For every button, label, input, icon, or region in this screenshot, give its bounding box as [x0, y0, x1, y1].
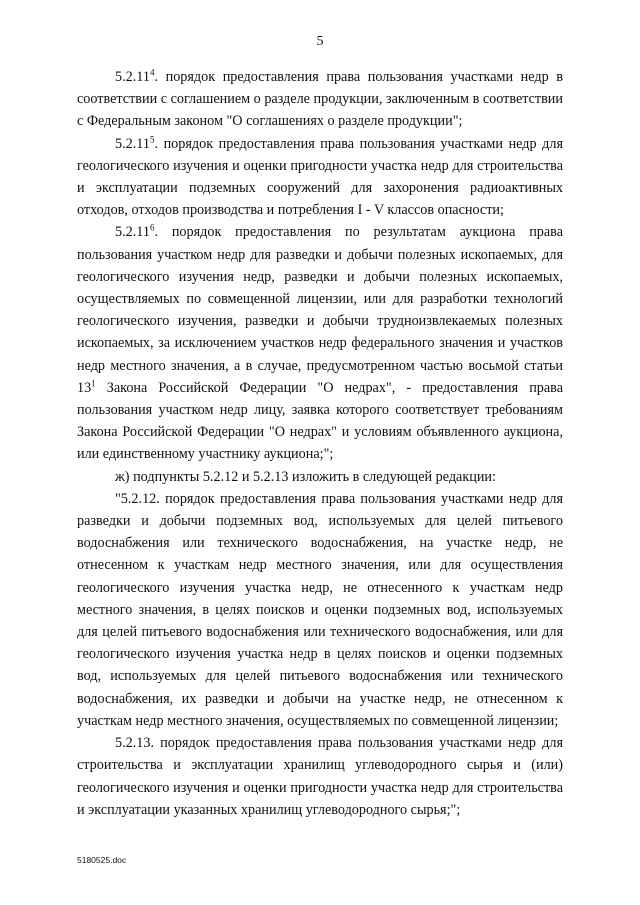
clause-separator: . [154, 224, 172, 241]
clause-superscript: 6 [149, 222, 155, 233]
paragraph-5-2-12: "5.2.12. порядок предоставления права пользования участками недр для разведки и добычи подземных вод, используемых для целей питьевого водоснабжения или технического водоснабжения, на участке недр, не отнесенном к участкам недр местного значения, или для осуществления геологического изучения участка недр, не отнесенного к участкам недр местного значения, в целях поисков и оценки подземных вод, используемых для целей питьевого водоснабжения или технического водоснабжения, или для геологического изучения участка недр в целях поисков и оценки подземных вод, используемых для целей питьевого водоснабжения или технического водоснабжения, их разведки и добычи на участке недр, не отнесенном к участкам недр местного значения, осуществляемых по совмещенной лицензии; [77, 490, 563, 729]
article-superscript: 1 [91, 378, 96, 389]
page-number: 5 [316, 34, 324, 49]
clause-separator: . [154, 135, 164, 152]
paragraph-5-2-13: 5.2.13. порядок предоставления права пользования участками недр для строительства и эксплуатации хранилищ углеводородного сырья и (или) геологического изучения и оценки пригодности участка недр для строительства и эксплуатации указанных хранилищ углеводородного сырья;"; [77, 735, 563, 818]
clause-number: 5.2.11 [115, 69, 150, 85]
clause-text: порядок предоставления права пользования участками недр в соответствии с соглашением о разделе продукции, заключенным в соответствии с Федеральным законом "О соглашениях о разделе продукции"; [77, 69, 563, 130]
clause-text-before: порядок предоставления по результатам аукциона права пользования участком недр для разведки и добычи полезных ископаемых, для геологического изучения недр, разведки и добычи полезных ископаемых, осуществляемых по совмещенной лицензии, или для разработки технологий геологического изучения, разведки и добычи трудноизвлекаемых полезных ископаемых, за исключением участков недр федерального значения и участков недр местного значения, а в случае, предусмотренном частью восьмой статьи 13 [77, 224, 563, 396]
paragraph-5-2-11-5 [77, 133, 563, 222]
clause-text: порядок предоставления права пользования участками недр для геологического изучения и оценки пригодности участка недр для строительства и эксплуатации подземных сооружений для захоронения радиоактивных отходов, отходов производства и потребления I - V классов опасности; [77, 135, 563, 219]
clause-separator: . [154, 69, 166, 85]
paragraph-amendment-zh: ж) подпункты 5.2.12 и 5.2.13 изложить в следующей редакции: [115, 468, 496, 485]
clause-superscript: 5 [149, 133, 155, 144]
paragraph-5-2-11-6 [77, 221, 563, 465]
paragraph-5-2-11-4 [77, 66, 563, 133]
footer-filename: 5180525.doc [77, 855, 127, 865]
clause-number: 5.2.11 [115, 135, 150, 152]
clause-number: 5.2.11 [115, 224, 150, 241]
clause-text-after: Закона Российской Федерации "О недрах", - предоставления права пользования участком недр лицу, заявка которого соответствует требованиям Закона Российской Федерации "О недрах" и условиям объявленного аукциона, или единственному участнику аукциона;"; [77, 379, 563, 463]
clause-superscript: 4 [149, 67, 155, 78]
document-body [77, 66, 563, 821]
